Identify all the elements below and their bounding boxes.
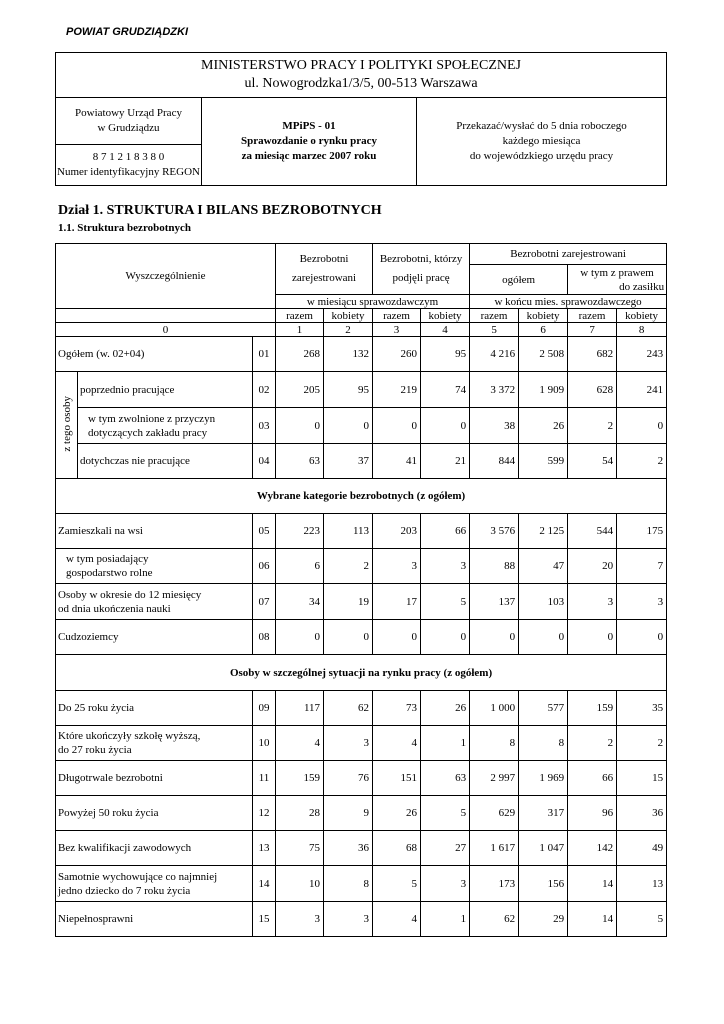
value-cell: 3 <box>568 584 617 620</box>
table-row: w tym posiadający gospodarstwo rolne 06 6 2 3 3 88 47 20 7 <box>56 549 667 584</box>
value-cell: 29 <box>519 902 568 937</box>
value-cell: 142 <box>568 831 617 866</box>
period-end: w końcu mies. sprawozdawczego <box>470 295 667 309</box>
sub-header: razem <box>276 309 324 323</box>
office-city: w Grudziądzu <box>97 122 160 134</box>
table-row: Powyżej 50 roku życia 12 28 9 26 5 629 317 96 36 <box>56 796 667 831</box>
table-row: Które ukończyły szkołę wyższą, do 27 roku życia 10 4 3 4 1 8 8 2 2 <box>56 726 667 761</box>
table-row: Długotrwale bezrobotni 11 159 76 151 63 2 997 1 969 66 15 <box>56 761 667 796</box>
value-cell: 6 <box>276 549 324 584</box>
value-cell: 4 <box>373 726 421 761</box>
value-cell: 137 <box>470 584 519 620</box>
value-cell: 113 <box>324 514 373 549</box>
table-row: Bez kwalifikacji zawodowych 13 75 36 68 27 1 617 1 047 142 49 <box>56 831 667 866</box>
col-number: 7 <box>568 323 617 337</box>
form-period: za miesiąc marzec 2007 roku <box>241 150 377 162</box>
value-cell: 66 <box>568 761 617 796</box>
value-cell: 682 <box>568 337 617 372</box>
col-header-benefit <box>568 265 667 295</box>
sub-header: razem <box>373 309 421 323</box>
value-cell: 26 <box>421 691 470 726</box>
form-header <box>55 52 667 186</box>
value-cell: 3 372 <box>470 372 519 408</box>
value-cell: 3 <box>324 902 373 937</box>
value-cell: 159 <box>568 691 617 726</box>
col-number: 5 <box>470 323 519 337</box>
value-cell: 0 <box>324 408 373 444</box>
value-cell: 4 216 <box>470 337 519 372</box>
value-cell: 0 <box>373 408 421 444</box>
value-cell: 243 <box>617 337 667 372</box>
value-cell: 3 576 <box>470 514 519 549</box>
table-row: Zamieszkali na wsi 05 223 113 203 66 3 576 2 125 544 175 <box>56 514 667 549</box>
value-cell: 10 <box>276 866 324 902</box>
value-cell: 35 <box>617 691 667 726</box>
office-name: Powiatowy Urząd Pracy <box>75 107 182 119</box>
value-cell: 3 <box>421 549 470 584</box>
col-header-description: Wyszczególnienie <box>56 244 276 309</box>
value-cell: 26 <box>373 796 421 831</box>
deadline-line3: do wojewódzkiego urzędu pracy <box>469 150 614 162</box>
deadline-line2: każdego miesiąca <box>502 135 581 147</box>
value-cell: 2 <box>617 444 667 479</box>
value-cell: 73 <box>373 691 421 726</box>
value-cell: 74 <box>421 372 470 408</box>
value-cell: 0 <box>617 408 667 444</box>
unemployment-structure-table <box>55 243 667 937</box>
value-cell: 1 000 <box>470 691 519 726</box>
value-cell: 2 125 <box>519 514 568 549</box>
value-cell: 577 <box>519 691 568 726</box>
value-cell: 8 <box>519 726 568 761</box>
deadline-block <box>417 98 667 186</box>
deadline-line1: Przekazać/wysłać do 5 dnia roboczego <box>456 120 627 132</box>
value-cell: 15 <box>617 761 667 796</box>
value-cell: 103 <box>519 584 568 620</box>
ministry-address: ul. Nowogrodzka1/3/5, 00-513 Warszawa <box>244 76 478 91</box>
band-selected-categories: Wybrane kategorie bezrobotnych (z ogółem) <box>56 479 667 514</box>
value-cell: 3 <box>373 549 421 584</box>
table-row: dotychczas nie pracujące 04 63 37 41 21 844 599 54 2 <box>56 444 667 479</box>
value-cell: 2 997 <box>470 761 519 796</box>
county-label: POWIAT GRUDZIĄDZKI <box>66 26 189 38</box>
value-cell: 20 <box>568 549 617 584</box>
value-cell: 9 <box>324 796 373 831</box>
value-cell: 0 <box>421 408 470 444</box>
value-cell: 0 <box>276 408 324 444</box>
value-cell: 0 <box>470 620 519 655</box>
table-row: Do 25 roku życia 09 117 62 73 26 1 000 577 159 35 <box>56 691 667 726</box>
value-cell: 47 <box>519 549 568 584</box>
value-cell: 95 <box>324 372 373 408</box>
subsection-title: 1.1. Struktura bezrobotnych <box>58 222 192 234</box>
value-cell: 3 <box>276 902 324 937</box>
regon-block <box>56 145 202 186</box>
value-cell: 159 <box>276 761 324 796</box>
value-cell: 2 <box>324 549 373 584</box>
sub-header: kobiety <box>324 309 373 323</box>
value-cell: 0 <box>568 620 617 655</box>
value-cell: 36 <box>324 831 373 866</box>
value-cell: 117 <box>276 691 324 726</box>
value-cell: 1 909 <box>519 372 568 408</box>
ministry-name: MINISTERSTWO PRACY I POLITYKI SPOŁECZNEJ <box>201 58 521 73</box>
value-cell: 75 <box>276 831 324 866</box>
value-cell: 260 <box>373 337 421 372</box>
regon-number: 8 7 1 2 1 8 3 8 0 <box>92 151 165 163</box>
col-header-registered <box>276 244 373 295</box>
value-cell: 629 <box>470 796 519 831</box>
value-cell: 628 <box>568 372 617 408</box>
value-cell: 0 <box>617 620 667 655</box>
value-cell: 5 <box>373 866 421 902</box>
value-cell: 0 <box>519 620 568 655</box>
table-row: Niepełnosprawni 15 3 3 4 1 62 29 14 5 <box>56 902 667 937</box>
table-row: w tym zwolnione z przyczyn dotyczących zakładu pracy 03 0 0 0 0 38 26 2 0 <box>56 408 667 444</box>
value-cell: 223 <box>276 514 324 549</box>
value-cell: 76 <box>324 761 373 796</box>
value-cell: 175 <box>617 514 667 549</box>
table-row: Cudzoziemcy 08 0 0 0 0 0 0 0 0 <box>56 620 667 655</box>
value-cell: 203 <box>373 514 421 549</box>
col-header-benefit-b: do zasiłku <box>619 280 665 293</box>
value-cell: 26 <box>519 408 568 444</box>
value-cell: 36 <box>617 796 667 831</box>
value-cell: 38 <box>470 408 519 444</box>
col-header-registered-a: Bezrobotni <box>299 253 349 265</box>
office-block <box>56 98 202 145</box>
value-cell: 63 <box>276 444 324 479</box>
col-header-benefit-a: w tym z prawem <box>580 266 654 279</box>
value-cell: 599 <box>519 444 568 479</box>
value-cell: 13 <box>617 866 667 902</box>
value-cell: 8 <box>470 726 519 761</box>
value-cell: 844 <box>470 444 519 479</box>
table-row: z tego osoby poprzednio pracujące 02 205 95 219 74 3 372 1 909 628 241 <box>56 372 667 408</box>
col-number: 1 <box>276 323 324 337</box>
value-cell: 173 <box>470 866 519 902</box>
col-header-registered-b: zarejestrowani <box>291 272 357 284</box>
value-cell: 14 <box>568 902 617 937</box>
table-row: Samotnie wychowujące co najmniej jedno dziecko do 7 roku życia 14 10 8 5 3 173 156 14 13 <box>56 866 667 902</box>
value-cell: 0 <box>421 620 470 655</box>
value-cell: 4 <box>373 902 421 937</box>
col-header-employed-b: podjęli pracę <box>392 272 450 284</box>
value-cell: 19 <box>324 584 373 620</box>
value-cell: 49 <box>617 831 667 866</box>
col-number: 6 <box>519 323 568 337</box>
value-cell: 2 <box>617 726 667 761</box>
sub-header: razem <box>470 309 519 323</box>
value-cell: 14 <box>568 866 617 902</box>
value-cell: 62 <box>324 691 373 726</box>
value-cell: 0 <box>373 620 421 655</box>
value-cell: 241 <box>617 372 667 408</box>
value-cell: 41 <box>373 444 421 479</box>
value-cell: 63 <box>421 761 470 796</box>
value-cell: 132 <box>324 337 373 372</box>
value-cell: 317 <box>519 796 568 831</box>
col-header-total: ogółem <box>470 265 568 295</box>
col-number: 2 <box>324 323 373 337</box>
value-cell: 54 <box>568 444 617 479</box>
value-cell: 21 <box>421 444 470 479</box>
col-number: 4 <box>421 323 470 337</box>
value-cell: 1 969 <box>519 761 568 796</box>
value-cell: 3 <box>324 726 373 761</box>
form-info-block <box>202 98 417 186</box>
sub-header: kobiety <box>617 309 667 323</box>
value-cell: 219 <box>373 372 421 408</box>
form-title: Sprawozdanie o rynku pracy <box>241 135 377 147</box>
value-cell: 1 047 <box>519 831 568 866</box>
col-number: 8 <box>617 323 667 337</box>
col-number: 0 <box>56 323 276 337</box>
value-cell: 96 <box>568 796 617 831</box>
value-cell: 5 <box>421 796 470 831</box>
value-cell: 2 508 <box>519 337 568 372</box>
form-code: MPiPS - 01 <box>282 120 336 132</box>
value-cell: 268 <box>276 337 324 372</box>
sub-header: razem <box>568 309 617 323</box>
value-cell: 7 <box>617 549 667 584</box>
value-cell: 2 <box>568 726 617 761</box>
col-header-employed <box>373 244 470 295</box>
value-cell: 151 <box>373 761 421 796</box>
value-cell: 205 <box>276 372 324 408</box>
value-cell: 17 <box>373 584 421 620</box>
value-cell: 62 <box>470 902 519 937</box>
value-cell: 1 <box>421 726 470 761</box>
value-cell: 66 <box>421 514 470 549</box>
value-cell: 3 <box>617 584 667 620</box>
value-cell: 1 617 <box>470 831 519 866</box>
sub-header: kobiety <box>519 309 568 323</box>
value-cell: 544 <box>568 514 617 549</box>
value-cell: 28 <box>276 796 324 831</box>
value-cell: 88 <box>470 549 519 584</box>
table-row: Osoby w okresie do 12 miesięcy od dnia ukończenia nauki 07 34 19 17 5 137 103 3 3 <box>56 584 667 620</box>
value-cell: 8 <box>324 866 373 902</box>
vertical-group-label: z tego osoby <box>56 372 78 479</box>
regon-label: Numer identyfikacyjny REGON <box>57 166 200 178</box>
value-cell: 34 <box>276 584 324 620</box>
value-cell: 156 <box>519 866 568 902</box>
value-cell: 0 <box>324 620 373 655</box>
value-cell: 5 <box>617 902 667 937</box>
col-header-registered-total: Bezrobotni zarejestrowani <box>470 244 667 265</box>
value-cell: 37 <box>324 444 373 479</box>
value-cell: 2 <box>568 408 617 444</box>
value-cell: 4 <box>276 726 324 761</box>
value-cell: 1 <box>421 902 470 937</box>
table-row: Ogółem (w. 02+04) 01 268 132 260 95 4 216 2 508 682 243 <box>56 337 667 372</box>
col-number: 3 <box>373 323 421 337</box>
value-cell: 3 <box>421 866 470 902</box>
col-header-employed-a: Bezrobotni, którzy <box>379 253 463 265</box>
value-cell: 95 <box>421 337 470 372</box>
value-cell: 5 <box>421 584 470 620</box>
value-cell: 27 <box>421 831 470 866</box>
band-special-situation: Osoby w szczególnej sytuacji na rynku pracy (z ogółem) <box>56 655 667 691</box>
value-cell: 68 <box>373 831 421 866</box>
period-month: w miesiącu sprawozdawczym <box>276 295 470 309</box>
value-cell: 0 <box>276 620 324 655</box>
section-title: Dział 1. STRUKTURA I BILANS BEZROBOTNYCH <box>58 203 382 218</box>
sub-header: kobiety <box>421 309 470 323</box>
ministry-block <box>56 53 667 98</box>
